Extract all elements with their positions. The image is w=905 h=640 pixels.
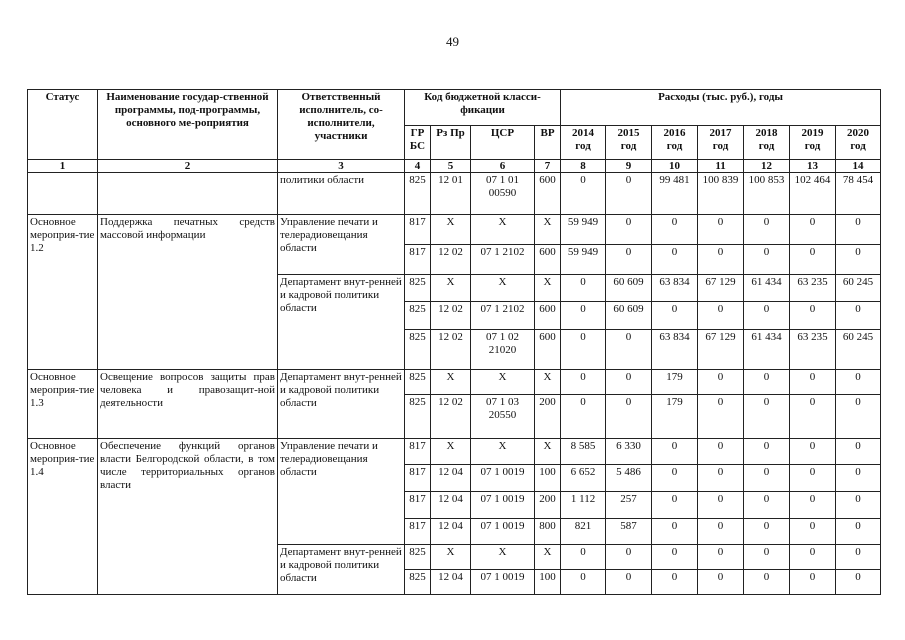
rzpr-cell: 12 02 [431, 302, 471, 330]
value-cell: 0 [561, 570, 606, 595]
value-cell: 63 834 [652, 330, 698, 370]
value-cell: 0 [790, 465, 836, 492]
rzpr-cell: 12 04 [431, 492, 471, 519]
value-cell: 0 [561, 302, 606, 330]
value-cell: 100 853 [744, 173, 790, 215]
rzpr-cell: Х [431, 439, 471, 465]
value-cell: 0 [744, 370, 790, 395]
value-cell: 60 245 [836, 330, 881, 370]
vr-cell: Х [535, 215, 561, 245]
value-cell: 0 [836, 492, 881, 519]
csr-cell: 07 1 01 00590 [471, 173, 535, 215]
value-cell: 0 [698, 215, 744, 245]
value-cell: 0 [698, 439, 744, 465]
vr-cell: 600 [535, 173, 561, 215]
value-cell: 0 [836, 570, 881, 595]
status-cell: Основное мероприя-тие 1.3 [28, 370, 98, 439]
value-cell: 0 [561, 395, 606, 439]
value-cell: 0 [790, 570, 836, 595]
grbs-cell: 817 [405, 215, 431, 245]
value-cell: 0 [606, 370, 652, 395]
name-cell [98, 173, 278, 215]
header-year: 2016 год [652, 126, 698, 160]
value-cell: 59 949 [561, 215, 606, 245]
rzpr-cell: Х [431, 545, 471, 570]
value-cell: 0 [561, 173, 606, 215]
value-cell: 0 [561, 275, 606, 302]
value-cell: 0 [698, 545, 744, 570]
value-cell: 60 609 [606, 302, 652, 330]
responsible-cell: Управление печати и телерадиовещания области [278, 215, 405, 275]
value-cell: 821 [561, 519, 606, 545]
vr-cell: 600 [535, 330, 561, 370]
value-cell: 0 [606, 245, 652, 275]
value-cell: 0 [790, 370, 836, 395]
grbs-cell: 825 [405, 370, 431, 395]
vr-cell: 100 [535, 465, 561, 492]
value-cell: 0 [836, 545, 881, 570]
column-index: 14 [836, 160, 881, 173]
csr-cell: 07 1 0019 [471, 492, 535, 519]
value-cell: 0 [790, 439, 836, 465]
csr-cell: Х [471, 439, 535, 465]
rzpr-cell: Х [431, 370, 471, 395]
column-index: 3 [278, 160, 405, 173]
status-cell: Основное мероприя-тие 1.2 [28, 215, 98, 370]
value-cell: 61 434 [744, 275, 790, 302]
value-cell: 0 [744, 545, 790, 570]
value-cell: 0 [652, 245, 698, 275]
rzpr-cell: 12 04 [431, 570, 471, 595]
column-index: 8 [561, 160, 606, 173]
header-rzpr: Рз Пр [431, 126, 471, 160]
csr-cell: 07 1 2102 [471, 245, 535, 275]
value-cell: 0 [836, 215, 881, 245]
value-cell: 0 [652, 570, 698, 595]
csr-cell: Х [471, 275, 535, 302]
vr-cell: Х [535, 439, 561, 465]
value-cell: 0 [744, 215, 790, 245]
value-cell: 99 481 [652, 173, 698, 215]
csr-cell: 07 1 0019 [471, 519, 535, 545]
header-year: 2015 год [606, 126, 652, 160]
grbs-cell: 817 [405, 519, 431, 545]
value-cell: 0 [698, 370, 744, 395]
name-cell: Поддержка печатных средств массовой информации [98, 215, 278, 370]
rzpr-cell: 12 04 [431, 465, 471, 492]
value-cell: 0 [652, 519, 698, 545]
column-index: 13 [790, 160, 836, 173]
value-cell: 0 [606, 215, 652, 245]
value-cell: 0 [836, 395, 881, 439]
value-cell: 0 [561, 545, 606, 570]
value-cell: 6 330 [606, 439, 652, 465]
value-cell: 0 [744, 302, 790, 330]
value-cell: 257 [606, 492, 652, 519]
rzpr-cell: 12 02 [431, 330, 471, 370]
value-cell: 61 434 [744, 330, 790, 370]
rzpr-cell: 12 04 [431, 519, 471, 545]
header-year: 2018 год [744, 126, 790, 160]
csr-cell: 07 1 03 20550 [471, 395, 535, 439]
grbs-cell: 817 [405, 465, 431, 492]
value-cell: 0 [744, 395, 790, 439]
rzpr-cell: 12 02 [431, 245, 471, 275]
responsible-cell: Департамент внут-ренней и кадровой политики области [278, 545, 405, 595]
vr-cell: Х [535, 545, 561, 570]
budget-table [27, 89, 881, 595]
value-cell: 0 [744, 492, 790, 519]
value-cell: 0 [698, 570, 744, 595]
header-year: 2017 год [698, 126, 744, 160]
rzpr-cell: Х [431, 275, 471, 302]
grbs-cell: 817 [405, 439, 431, 465]
value-cell: 78 454 [836, 173, 881, 215]
value-cell: 0 [790, 215, 836, 245]
column-index: 6 [471, 160, 535, 173]
value-cell: 0 [606, 570, 652, 595]
vr-cell: 200 [535, 492, 561, 519]
header-responsible: Ответственный исполнитель, со-исполнители, участники [278, 90, 405, 160]
value-cell: 0 [698, 302, 744, 330]
name-cell: Освещение вопросов защиты прав человека и правозащит-ной деятельности [98, 370, 278, 439]
grbs-cell: 825 [405, 545, 431, 570]
value-cell: 0 [698, 395, 744, 439]
value-cell: 102 464 [790, 173, 836, 215]
value-cell: 0 [836, 465, 881, 492]
value-cell: 0 [606, 545, 652, 570]
value-cell: 0 [652, 545, 698, 570]
csr-cell: 07 1 0019 [471, 465, 535, 492]
value-cell: 0 [744, 465, 790, 492]
column-index: 9 [606, 160, 652, 173]
rzpr-cell: 12 02 [431, 395, 471, 439]
vr-cell: Х [535, 370, 561, 395]
value-cell: 179 [652, 370, 698, 395]
value-cell: 63 235 [790, 275, 836, 302]
column-index: 7 [535, 160, 561, 173]
column-index: 4 [405, 160, 431, 173]
vr-cell: 600 [535, 245, 561, 275]
value-cell: 0 [652, 465, 698, 492]
name-cell: Обеспечение функций органов власти Белгородской области, в том числе территориальных органов власти [98, 439, 278, 595]
csr-cell: 07 1 02 21020 [471, 330, 535, 370]
vr-cell: 600 [535, 302, 561, 330]
header-grbs: ГР БС [405, 126, 431, 160]
csr-cell: Х [471, 545, 535, 570]
column-index: 11 [698, 160, 744, 173]
table-row [28, 370, 881, 395]
status-cell [28, 173, 98, 215]
header-csr: ЦСР [471, 126, 535, 160]
responsible-cell: Управление печати и телерадиовещания области [278, 439, 405, 545]
responsible-cell: политики области [278, 173, 405, 215]
value-cell: 63 834 [652, 275, 698, 302]
value-cell: 0 [698, 492, 744, 519]
value-cell: 6 652 [561, 465, 606, 492]
value-cell: 5 486 [606, 465, 652, 492]
value-cell: 0 [606, 173, 652, 215]
header-expenses-group: Расходы (тыс. руб.), годы [561, 90, 881, 126]
grbs-cell: 825 [405, 173, 431, 215]
table-row [28, 215, 881, 245]
value-cell: 0 [836, 302, 881, 330]
vr-cell: 800 [535, 519, 561, 545]
column-index: 2 [98, 160, 278, 173]
vr-cell: 200 [535, 395, 561, 439]
value-cell: 0 [836, 519, 881, 545]
header-year: 2014 год [561, 126, 606, 160]
value-cell: 63 235 [790, 330, 836, 370]
status-cell: Основное мероприя-тие 1.4 [28, 439, 98, 595]
value-cell: 1 112 [561, 492, 606, 519]
rzpr-cell: 12 01 [431, 173, 471, 215]
responsible-cell: Департамент внут-ренней и кадровой политики области [278, 370, 405, 439]
value-cell: 8 585 [561, 439, 606, 465]
value-cell: 100 839 [698, 173, 744, 215]
grbs-cell: 817 [405, 245, 431, 275]
value-cell: 59 949 [561, 245, 606, 275]
value-cell: 0 [836, 439, 881, 465]
header-name: Наименование государ-ственной программы, под-программы, основного ме-роприятия [98, 90, 278, 160]
grbs-cell: 825 [405, 330, 431, 370]
value-cell: 67 129 [698, 275, 744, 302]
page-number: 49 [446, 34, 459, 49]
value-cell: 0 [790, 395, 836, 439]
column-index: 1 [28, 160, 98, 173]
value-cell: 0 [561, 370, 606, 395]
value-cell: 0 [698, 465, 744, 492]
csr-cell: 07 1 0019 [471, 570, 535, 595]
header-bk-group: Код бюджетной класси-фикации [405, 90, 561, 126]
value-cell: 0 [836, 245, 881, 275]
header-year: 2020 год [836, 126, 881, 160]
grbs-cell: 825 [405, 570, 431, 595]
value-cell: 587 [606, 519, 652, 545]
value-cell: 0 [698, 519, 744, 545]
column-index: 12 [744, 160, 790, 173]
value-cell: 0 [790, 302, 836, 330]
value-cell: 67 129 [698, 330, 744, 370]
value-cell: 0 [652, 302, 698, 330]
value-cell: 179 [652, 395, 698, 439]
grbs-cell: 825 [405, 302, 431, 330]
vr-cell: 100 [535, 570, 561, 595]
column-index: 10 [652, 160, 698, 173]
value-cell: 0 [744, 439, 790, 465]
table-row [28, 439, 881, 465]
grbs-cell: 817 [405, 492, 431, 519]
value-cell: 0 [790, 492, 836, 519]
csr-cell: Х [471, 215, 535, 245]
value-cell: 0 [744, 570, 790, 595]
csr-cell: Х [471, 370, 535, 395]
vr-cell: Х [535, 275, 561, 302]
value-cell: 60 609 [606, 275, 652, 302]
grbs-cell: 825 [405, 395, 431, 439]
value-cell: 0 [790, 545, 836, 570]
csr-cell: 07 1 2102 [471, 302, 535, 330]
header-year: 2019 год [790, 126, 836, 160]
header-vr: ВР [535, 126, 561, 160]
value-cell: 0 [606, 395, 652, 439]
value-cell: 0 [652, 439, 698, 465]
table-row [28, 173, 881, 215]
value-cell: 0 [652, 215, 698, 245]
value-cell: 0 [561, 330, 606, 370]
value-cell: 0 [744, 245, 790, 275]
responsible-cell: Департамент внут-ренней и кадровой политики области [278, 275, 405, 370]
value-cell: 0 [606, 330, 652, 370]
value-cell: 0 [790, 245, 836, 275]
value-cell: 0 [744, 519, 790, 545]
value-cell: 0 [790, 519, 836, 545]
grbs-cell: 825 [405, 275, 431, 302]
column-index: 5 [431, 160, 471, 173]
rzpr-cell: Х [431, 215, 471, 245]
value-cell: 0 [698, 245, 744, 275]
value-cell: 0 [652, 492, 698, 519]
header-status: Статус [28, 90, 98, 160]
value-cell: 60 245 [836, 275, 881, 302]
column-index-row [28, 160, 881, 173]
value-cell: 0 [836, 370, 881, 395]
